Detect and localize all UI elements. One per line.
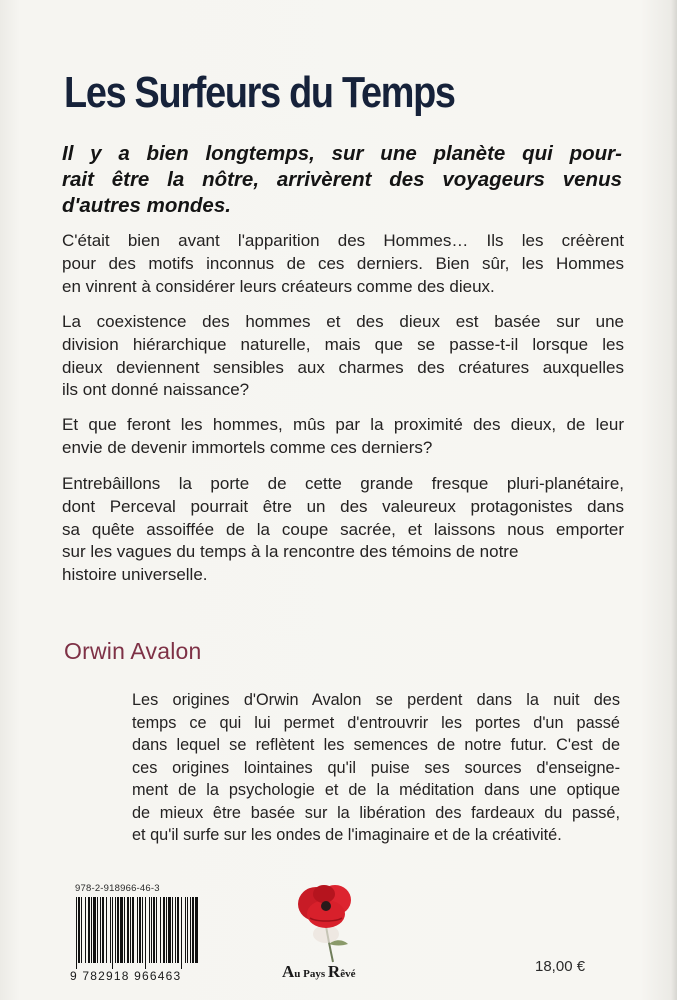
publisher-initial: R [327, 962, 341, 981]
barcode-digits: 9 782918 966463 [70, 969, 182, 983]
bio-line: de mieux être basée sur la libération des fardeaux du passé, [132, 803, 620, 822]
bio-line: ces origines lointaines qu'il puise ses sources d'enseigne- [132, 758, 620, 777]
text-line: division hiérarchique naturelle, mais que se passe-t-il lorsque les [62, 334, 624, 354]
barcode-bar [91, 897, 92, 963]
bio-line: temps ce qui lui permet d'entrouvrir les portes d'un passé [132, 713, 620, 732]
barcode-bar [97, 897, 98, 963]
text-line: dieux deviennent sensibles aux charmes des créatures auxquelles [62, 357, 624, 377]
text-line: C'était bien avant l'apparition des Hommes… Ils les créèrent [62, 231, 624, 250]
barcode-bar [163, 897, 165, 963]
barcode-bar [166, 897, 167, 963]
publisher-word: Pays [303, 968, 328, 980]
barcode-bar [130, 897, 131, 963]
publisher-initial: A [282, 962, 295, 981]
barcode-bar [81, 897, 82, 963]
poppy-flower-icon [286, 878, 366, 964]
barcode-bar [127, 897, 129, 963]
barcode-icon [74, 897, 200, 969]
text-line: dont Perceval pourrait être un des valeureux protagonistes dans [62, 496, 624, 516]
barcode-bar [168, 897, 171, 963]
paragraph-3 [62, 414, 624, 460]
barcode-bar [192, 897, 194, 963]
barcode-bar [149, 897, 150, 963]
text-line: envie de devenir immortels comme ces derniers? [62, 437, 433, 457]
barcode-bar [76, 897, 77, 969]
barcode-bar [156, 897, 157, 963]
barcode-bar [185, 897, 186, 963]
barcode-bar [142, 897, 143, 963]
text-line: Entrebâillons la porte de cette grande fresque pluri-planétaire, [62, 474, 624, 493]
text-line: Et que feront les hommes, mûs par la proximité des dieux, de leur [62, 415, 624, 434]
barcode-bar [137, 897, 138, 963]
barcode-bar [88, 897, 90, 963]
text-line: ils ont donné naissance? [62, 380, 250, 400]
barcode-bar [132, 897, 134, 963]
barcode-bar [187, 897, 188, 963]
barcode-bar [151, 897, 152, 963]
barcode-bar [181, 897, 182, 969]
barcode-bar [153, 897, 155, 963]
text-line: sur les vagues du temps à la rencontre des témoins de notre [62, 542, 519, 562]
barcode-bar [85, 897, 86, 963]
text-line: La coexistence des hommes et des dieux est basée sur une [62, 312, 624, 331]
text-line: sa quête assoiffée de la coupe sacrée, et laissons nous emporter [62, 519, 624, 539]
barcode-bar [112, 897, 113, 969]
publisher-word: êvé [340, 968, 356, 980]
barcode-bar [110, 897, 111, 963]
barcode-bar [117, 897, 119, 963]
bio-line: et qu'il surfe sur les ondes de l'imaginaire et de la créativité. [132, 826, 562, 844]
author-bio [132, 689, 620, 847]
isbn-number: 978-2-918966-46-3 [75, 883, 160, 894]
barcode-bar [78, 897, 80, 963]
barcode-bar [124, 897, 125, 963]
barcode-bar [195, 897, 198, 963]
bio-line: Les origines d'Orwin Avalon se perdent dans la nuit des [132, 691, 620, 709]
barcode-bar [172, 897, 173, 963]
author-name: Orwin Avalon [64, 638, 202, 664]
lead-line: Il y a bien longtemps, sur une planète qui pour- [62, 142, 622, 165]
barcode-bar [139, 897, 141, 963]
text-line: pour des motifs inconnus de ces derniers. Bien sûr, les Hommes [62, 253, 624, 273]
lead-line: rait être la nôtre, arrivèrent des voyageurs venus [62, 168, 622, 191]
text-line: en vinrent à considérer leurs créateurs comme des dieux. [62, 276, 495, 296]
lead-paragraph [62, 141, 622, 219]
barcode-bar [175, 897, 176, 963]
barcode-bar [100, 897, 101, 963]
barcode-bar [160, 897, 161, 963]
barcode-bar [120, 897, 123, 963]
bio-line: ment de la psychologie et de la méditation dans une optique [132, 781, 620, 799]
publisher-logo-text [282, 962, 355, 982]
barcode-bar [102, 897, 104, 963]
paragraph-1 [62, 230, 624, 298]
paragraph-2 [62, 311, 624, 402]
price-label: 18,00 € [535, 958, 586, 975]
barcode-bar [190, 897, 191, 963]
cover-edge-shadow [671, 0, 677, 1000]
book-title: Les Surfeurs du Temps [64, 68, 455, 117]
barcode-bar [115, 897, 116, 963]
text-line: histoire universelle. [62, 565, 208, 585]
lead-line: d'autres mondes. [62, 194, 231, 217]
bio-line: dans lequel se reflètent les semences de notre futur. C'est de [132, 736, 620, 754]
barcode-bar [93, 897, 96, 963]
barcode-bar [106, 897, 107, 963]
paragraph-4 [62, 473, 624, 587]
barcode-bar [177, 897, 179, 963]
publisher-word: u [294, 968, 304, 980]
barcode-bar [145, 897, 146, 969]
